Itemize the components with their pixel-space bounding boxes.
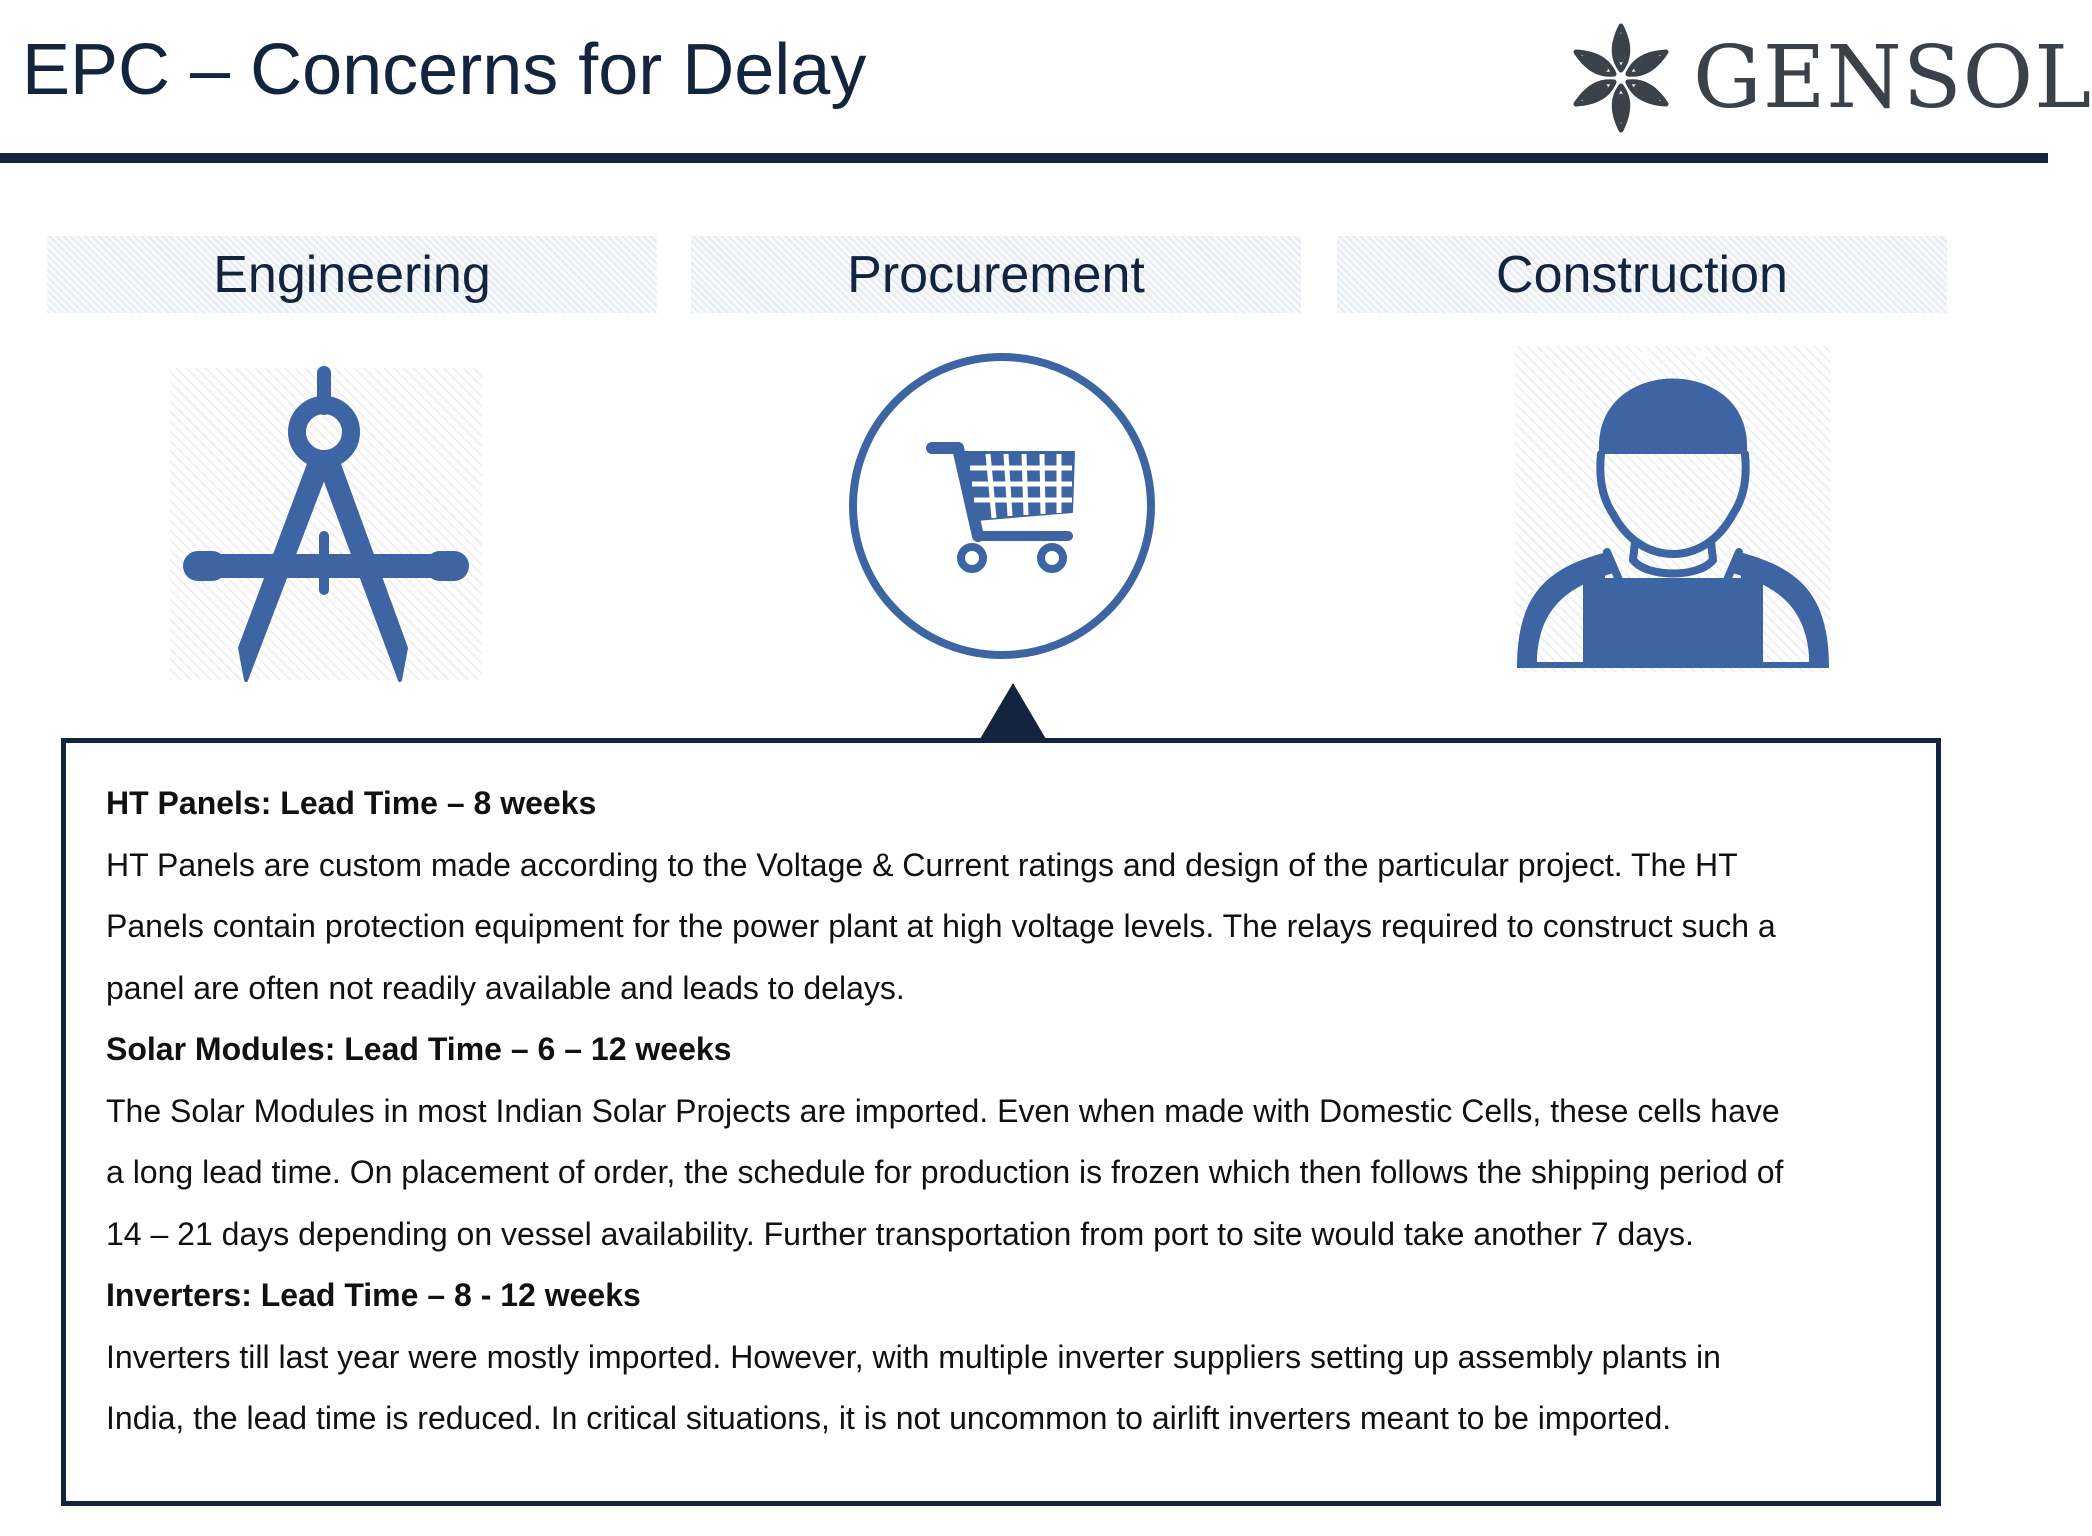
item-heading-ht-panels: HT Panels: Lead Time – 8 weeks <box>106 785 597 821</box>
slide-title: EPC – Concerns for Delay <box>22 30 867 110</box>
item-text-line: panel are often not readily available and leads to delays. <box>106 969 905 1006</box>
item-text-line: 14 – 21 days depending on vessel availability. Further transportation from port to site would take another 7 days. <box>106 1215 1694 1252</box>
drafting-compass-icon <box>170 368 482 680</box>
construction-icon-panel <box>1515 346 1831 672</box>
logo-text: GENSOL <box>1693 28 2092 128</box>
worker-icon <box>1515 346 1831 672</box>
item-text-line: a long lead time. On placement of order, the schedule for production is frozen which then follows the shipping period of <box>106 1154 1784 1190</box>
item-heading-solar-modules: Solar Modules: Lead Time – 6 – 12 weeks <box>106 1031 732 1067</box>
flower-logo-icon <box>1565 18 1677 138</box>
item-text-line: India, the lead time is reduced. In critical situations, it is not uncommon to airlift inverters meant to be imported. <box>106 1400 1672 1436</box>
procurement-icon-panel <box>846 350 1158 662</box>
item-text-line: Inverters till last year were mostly imported. However, with multiple inverter suppliers setting up assembly plants in <box>106 1338 1721 1375</box>
phase-header-engineering: Engineering <box>47 236 657 313</box>
item-text-line: Panels contain protection equipment for the power plant at high voltage levels. The relays required to construct such a <box>106 908 1776 944</box>
title-divider <box>0 153 2048 163</box>
item-text-line: The Solar Modules in most Indian Solar Projects are imported. Even when made with Domestic Cells, these cells have <box>106 1092 1780 1129</box>
procurement-details-box <box>61 738 1941 1506</box>
company-logo <box>1565 18 2092 138</box>
engineering-icon-panel <box>170 368 482 680</box>
item-heading-inverters: Inverters: Lead Time – 8 - 12 weeks <box>106 1277 641 1313</box>
phase-header-construction: Construction <box>1337 236 1947 313</box>
item-text-line: HT Panels are custom made according to the Voltage & Current ratings and design of the particular project. The HT <box>106 846 1738 883</box>
callout-pointer <box>980 683 1046 739</box>
phase-header-procurement: Procurement <box>691 236 1301 313</box>
shopping-cart-icon <box>846 350 1158 662</box>
